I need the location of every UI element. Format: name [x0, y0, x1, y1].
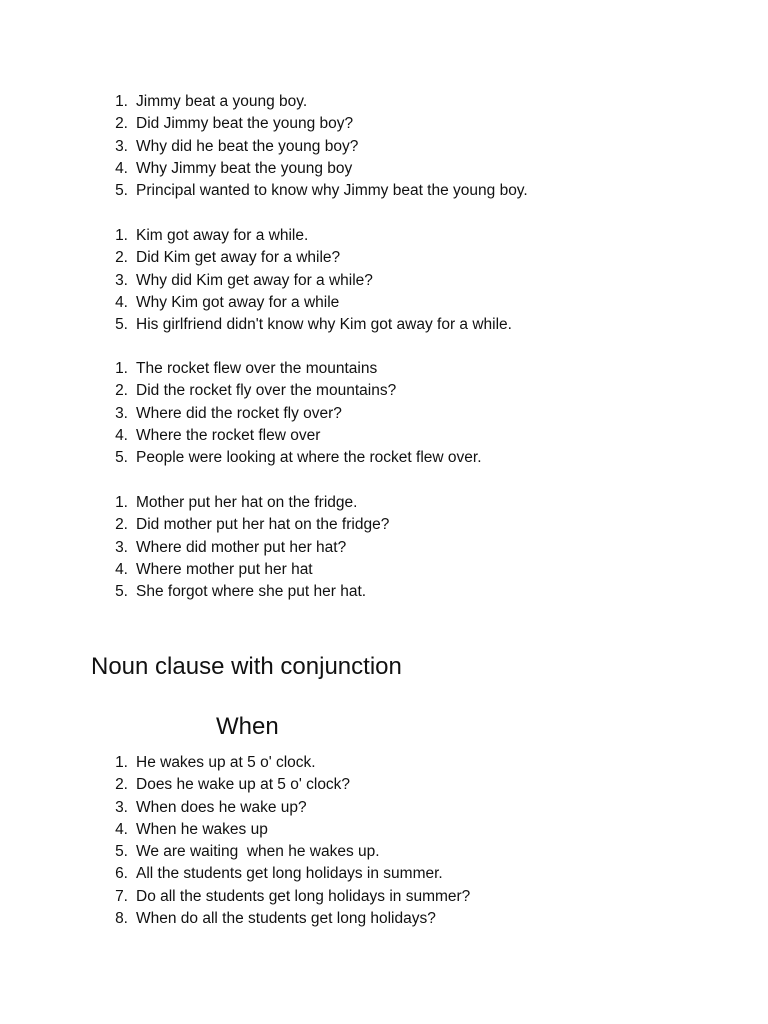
- list-item: [0, 180, 768, 202]
- section-heading: Noun clause with conjunction: [91, 653, 402, 680]
- list-item-number: 5.: [115, 316, 128, 334]
- list-item-number: 4.: [115, 560, 128, 578]
- list-item-text: Where mother put her hat: [136, 560, 313, 578]
- list-item-number: 2.: [115, 516, 128, 534]
- list-item-text: Why Jimmy beat the young boy: [136, 159, 353, 177]
- list-item: [0, 774, 768, 796]
- list-item-text: We are waiting when he wakes up.: [136, 843, 380, 861]
- list-item-number: 1.: [115, 93, 128, 110]
- list-item: [0, 581, 768, 603]
- list-item-number: 3.: [115, 271, 128, 289]
- list-item-number: 4.: [115, 426, 128, 444]
- list-item: [0, 908, 768, 930]
- sentence-list-jimmy: [0, 91, 768, 202]
- list-item: [0, 537, 768, 559]
- list-item: [0, 514, 768, 536]
- list-item-text: When does he wake up?: [136, 798, 307, 816]
- list-item-text: When he wakes up: [136, 820, 268, 838]
- list-item: [0, 492, 768, 514]
- list-item-text: Why did Kim get away for a while?: [136, 271, 373, 289]
- list-item-text: Did Kim get away for a while?: [136, 249, 341, 267]
- list-item-number: 5.: [115, 449, 128, 467]
- list-item-text: Jimmy beat a young boy.: [136, 93, 308, 110]
- list-item: [0, 886, 768, 908]
- list-item-number: 4.: [115, 293, 128, 311]
- sentence-list-kim: [0, 225, 768, 336]
- list-item-text: All the students get long holidays in summer.: [136, 865, 443, 883]
- sentence-list-when: [0, 752, 768, 930]
- list-item-number: 2.: [115, 776, 128, 794]
- list-item: [0, 270, 768, 292]
- list-item-text: He wakes up at 5 o' clock.: [136, 754, 316, 771]
- list-item-number: 5.: [115, 182, 128, 200]
- list-item-text: Principal wanted to know why Jimmy beat the young boy.: [136, 182, 528, 200]
- list-item: [0, 403, 768, 425]
- list-item-number: 2.: [115, 115, 128, 133]
- list-item-number: 4.: [115, 159, 128, 177]
- list-item-number: 2.: [115, 249, 128, 267]
- list-item-number: 5.: [115, 583, 128, 601]
- list-item: [0, 447, 768, 469]
- list-item: [0, 113, 768, 135]
- list-item-text: The rocket flew over the mountains: [136, 360, 378, 377]
- list-item-number: 2.: [115, 382, 128, 400]
- list-item-text: She forgot where she put her hat.: [136, 583, 367, 601]
- list-item: [0, 247, 768, 269]
- list-item-text: Does he wake up at 5 o' clock?: [136, 776, 351, 794]
- list-item: [0, 158, 768, 180]
- list-item: [0, 380, 768, 402]
- list-item: [0, 863, 768, 885]
- list-item: [0, 91, 768, 113]
- list-item-number: 7.: [115, 887, 128, 905]
- list-item-text: When do all the students get long holidays?: [136, 910, 436, 928]
- list-item-text: Did the rocket fly over the mountains?: [136, 382, 397, 400]
- list-item: [0, 425, 768, 447]
- list-item-number: 8.: [115, 910, 128, 928]
- list-item: [0, 225, 768, 247]
- list-item-text: Kim got away for a while.: [136, 227, 309, 244]
- list-item: [0, 797, 768, 819]
- list-item: [0, 292, 768, 314]
- list-item-text: Did mother put her hat on the fridge?: [136, 516, 390, 534]
- sub-heading-when: When: [216, 713, 279, 740]
- list-item-number: 5.: [115, 843, 128, 861]
- list-item: [0, 314, 768, 336]
- list-item: [0, 841, 768, 863]
- list-item-number: 1.: [115, 227, 128, 244]
- list-item-text: Mother put her hat on the fridge.: [136, 494, 358, 511]
- list-item-number: 4.: [115, 820, 128, 838]
- list-item: [0, 819, 768, 841]
- sentence-list-mother: [0, 492, 768, 603]
- list-item-text: Why Kim got away for a while: [136, 293, 340, 311]
- list-item-text: Where the rocket flew over: [136, 426, 321, 444]
- sentence-list-rocket: [0, 358, 768, 469]
- list-item-number: 6.: [115, 865, 128, 883]
- list-item-number: 3.: [115, 137, 128, 155]
- list-item-text: His girlfriend didn't know why Kim got away for a while.: [136, 316, 512, 334]
- list-item-number: 3.: [115, 538, 128, 556]
- list-item-number: 1.: [115, 494, 128, 511]
- list-item: [0, 358, 768, 380]
- list-item-text: Why did he beat the young boy?: [136, 137, 359, 155]
- list-item-number: 1.: [115, 754, 128, 771]
- list-item: [0, 559, 768, 581]
- list-item-number: 3.: [115, 404, 128, 422]
- list-item-text: Where did mother put her hat?: [136, 538, 347, 556]
- list-item: [0, 136, 768, 158]
- list-item: [0, 752, 768, 774]
- list-item-text: Do all the students get long holidays in summer?: [136, 887, 471, 905]
- list-item-number: 1.: [115, 360, 128, 377]
- list-item-text: People were looking at where the rocket flew over.: [136, 449, 482, 467]
- list-item-text: Where did the rocket fly over?: [136, 404, 342, 422]
- list-item-text: Did Jimmy beat the young boy?: [136, 115, 354, 133]
- list-item-number: 3.: [115, 798, 128, 816]
